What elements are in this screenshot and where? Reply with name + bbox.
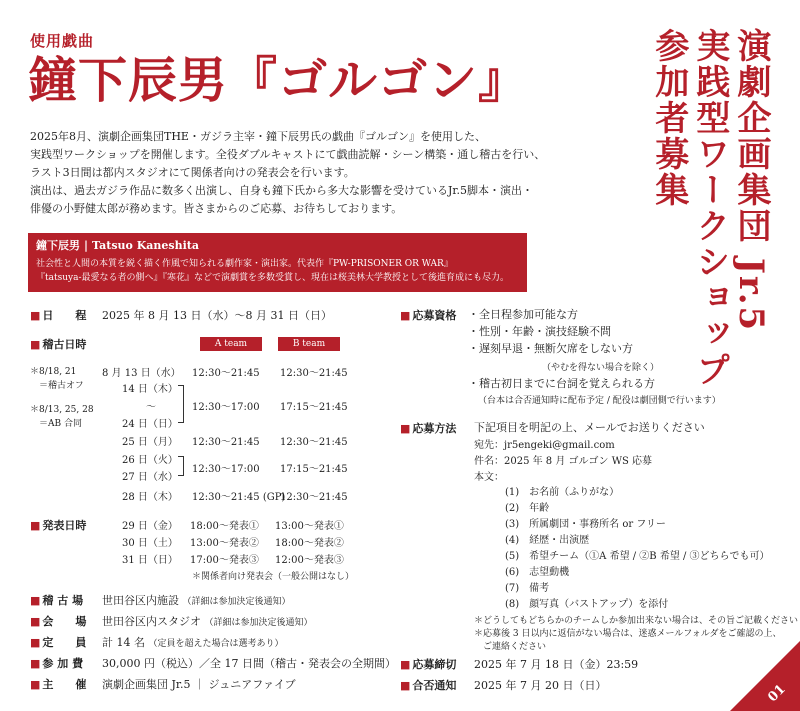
intro-line: ラスト3日間は都内スタジオにて関係者向けの発表会を行います。 — [30, 166, 355, 179]
schedule-day: 24 日（日） — [122, 419, 178, 430]
marker: ■ — [400, 658, 411, 671]
schedule-range: 〜 — [146, 402, 156, 413]
capacity-label: ■ 定 員 — [30, 636, 87, 649]
schedule-note: ＝稽古オフ — [30, 381, 84, 391]
marker: ■ — [30, 519, 41, 532]
fee-value: 30,000 円（税込）／全 17 日間（稽古・発表会の全期間） — [102, 657, 396, 670]
email-to: 宛先：jr5engeki@gmail.com — [474, 440, 615, 451]
corner-triangle — [730, 641, 800, 711]
schedule-b: 17:15〜21:45 — [280, 402, 348, 413]
schedule-day: 14 日（木） — [122, 384, 178, 395]
schedule-a: 12:30〜21:45 — [192, 368, 260, 379]
schedule-note: ＊8/13, 25, 28 — [30, 405, 94, 415]
email-body-label: 本文： — [474, 472, 504, 483]
qualification-label: ■ 応募資格 — [400, 309, 457, 322]
qualification-subnote: （台本は合否通知時に配布予定 / 配役は劇団側で行います） — [478, 396, 721, 406]
intro-line: 俳優の小野健太郎が務めます。皆さまからのご応募、お待ちしております。 — [30, 202, 403, 215]
rehearsal-place-value: 世田谷区内施設 （詳細は参加決定後通知） — [102, 594, 291, 607]
schedule-a: 12:30〜17:00 — [192, 464, 260, 475]
intro-line: 2025年8月、演劇企画集団THE・ガジラ主宰・鐘下辰男氏の戯曲『ゴルゴン』を使用した、 — [30, 130, 486, 143]
perf-a: 13:00〜発表② — [190, 538, 259, 549]
profile-description — [36, 257, 519, 285]
profile-line: 社会性と人間の本質を鋭く描く作風で知られる劇作家・演出家。代表作『PW-PRISONER OR WAR』 — [36, 259, 453, 269]
page-title: 鐘下辰男『ゴルゴン』 — [28, 51, 529, 109]
marker: ■ — [400, 679, 411, 692]
page-number: 01 — [765, 681, 789, 706]
perf-a: 17:00〜発表③ — [190, 555, 259, 566]
marker: ■ — [400, 422, 411, 435]
schedule-day: 25 日（月） — [122, 437, 178, 448]
schedule-note: ＊8/18, 21 — [30, 367, 77, 377]
subtitle: 使用戯曲 — [30, 32, 95, 50]
fine-print: ＊応募後 3 日以内に返信がない場合は、迷惑メールフォルダをご確認の上、 — [474, 629, 782, 639]
marker: ■ — [30, 594, 41, 607]
perf-b: 12:00〜発表③ — [275, 555, 344, 566]
email-item: (7) 備考 — [505, 583, 550, 594]
team-a-badge: A team — [200, 337, 262, 351]
qualification-item: ・遅刻早退・無断欠席をしない方 — [468, 342, 633, 355]
profile-name — [36, 239, 519, 253]
deadline-label: ■ 応募締切 — [400, 658, 457, 671]
intro-text — [30, 128, 570, 218]
profile-name-en: Tatsuo Kaneshita — [92, 239, 199, 252]
marker: ■ — [30, 636, 41, 649]
bracket — [178, 385, 184, 423]
dates-label: ■ 日 程 — [30, 309, 87, 322]
schedule-a: 12:30〜17:00 — [192, 402, 260, 413]
schedule-b: 12:30〜21:45 — [280, 437, 348, 448]
schedule-day: 27 日（水） — [122, 472, 178, 483]
profile-separator: | — [84, 239, 89, 252]
fine-print: ＊どうしてもどちらかのチームしか参加出来ない場合は、その旨ご記載ください — [474, 616, 799, 626]
schedule-day: 8 月 13 日（水） — [102, 368, 181, 379]
email-subject: 件名：2025 年 8 月 ゴルゴン WS 応募 — [474, 456, 653, 467]
qualification-item: ・稽古初日までに台詞を覚えられる方 — [468, 377, 655, 390]
email-item: (2) 年齢 — [505, 503, 550, 514]
vertical-title-line: 参加者募集 — [648, 28, 689, 208]
marker: ■ — [400, 309, 411, 322]
venue-label: ■ 会 場 — [30, 615, 87, 628]
dates-value: 2025 年 8 月 13 日（水）〜8 月 31 日（日） — [102, 309, 332, 322]
qualification-subnote: （やむを得ない場合を除く） — [542, 363, 660, 373]
qualification-list — [468, 306, 633, 357]
perf-a: 18:00〜発表① — [190, 521, 259, 532]
capacity-value: 計 14 名 （定員を超えた場合は選考あり） — [102, 636, 284, 649]
vertical-title — [649, 28, 770, 388]
perf-note: ＊関係者向け発表会（一般公開はなし） — [192, 572, 355, 582]
result-label: ■ 合否通知 — [400, 679, 457, 692]
profile-band — [28, 233, 527, 292]
method-label: ■ 応募方法 — [400, 422, 457, 435]
vertical-title-line: 実践型ワークショップ — [689, 28, 730, 388]
marker: ■ — [30, 657, 41, 670]
fee-label: ■ 参 加 費 — [30, 657, 84, 670]
perf-day: 30 日（土） — [122, 538, 178, 549]
profile-name-ja: 鐘下辰男 — [36, 239, 80, 252]
perf-day: 29 日（金） — [122, 521, 178, 532]
schedule-day: 28 日（木） — [122, 492, 178, 503]
marker: ■ — [30, 338, 41, 351]
rehearsal-place-label: ■ 稽 古 場 — [30, 594, 84, 607]
rehearsal-label: ■ 稽古日時 — [30, 338, 87, 351]
schedule-b: 17:15〜21:45 — [280, 464, 348, 475]
qualification-item: ・性別・年齢・演技経験不問 — [468, 325, 611, 338]
perf-b: 18:00〜発表② — [275, 538, 344, 549]
team-b-badge: B team — [278, 337, 340, 351]
email-item: (6) 志望動機 — [505, 567, 570, 578]
fine-print: ご連絡ください — [474, 642, 547, 652]
email-items — [505, 485, 769, 613]
deadline-value: 2025 年 7 月 18 日（金）23:59 — [474, 658, 639, 671]
qualification-item: ・全日程参加可能な方 — [468, 308, 578, 321]
email-item: (4) 経歴・出演歴 — [505, 535, 590, 546]
perf-b: 13:00〜発表① — [275, 521, 344, 532]
email-item: (5) 希望チーム（①A 希望 / ②B 希望 / ③どちらでも可） — [505, 551, 770, 562]
result-value: 2025 年 7 月 20 日（日） — [474, 679, 607, 692]
venue-value: 世田谷区内スタジオ （詳細は参加決定後通知） — [102, 615, 313, 628]
intro-line: 演出は、過去ガジラ作品に数多く出演し、自身も鐘下氏から多大な影響を受けているJr.5脚本・演出・ — [30, 184, 533, 197]
organizer-label: ■ 主 催 — [30, 678, 87, 691]
marker: ■ — [30, 678, 41, 691]
schedule-b: 12:30〜21:45 — [280, 492, 348, 503]
bracket — [178, 456, 184, 476]
intro-line: 実践型ワークショップを開催します。全役ダブルキャストにて戯曲読解・シーン構築・通し稽古を行い、 — [30, 148, 546, 161]
email-item: (1) お名前（ふりがな） — [505, 487, 620, 498]
email-item: (8) 顔写真（バストアップ）を添付 — [505, 599, 669, 610]
schedule-a: 12:30〜21:45 (GP) — [192, 492, 286, 503]
email-item: (3) 所属劇団・事務所名 or フリー — [505, 519, 666, 530]
marker: ■ — [30, 615, 41, 628]
schedule-day: 26 日（火） — [122, 455, 178, 466]
organizer-value: 演劇企画集団 Jr.5 ｜ ジュニアファイブ — [102, 678, 296, 691]
perf-day: 31 日（日） — [122, 555, 178, 566]
vertical-title-line: 演劇企画集団 Jr.5 — [731, 28, 771, 333]
schedule-a: 12:30〜21:45 — [192, 437, 260, 448]
perf-label: ■ 発表日時 — [30, 519, 87, 532]
schedule-note: ＝AB 合同 — [30, 419, 82, 429]
profile-line: 『tatsuya-最愛なる者の側へ』『寒花』などで演劇賞を多数受賞し、現在は桜美林大学教授として後進育成にも尽力。 — [36, 273, 510, 283]
marker: ■ — [30, 309, 41, 322]
method-lead: 下記項目を明記の上、メールでお送りください — [474, 421, 705, 434]
schedule-b: 12:30〜21:45 — [280, 368, 348, 379]
